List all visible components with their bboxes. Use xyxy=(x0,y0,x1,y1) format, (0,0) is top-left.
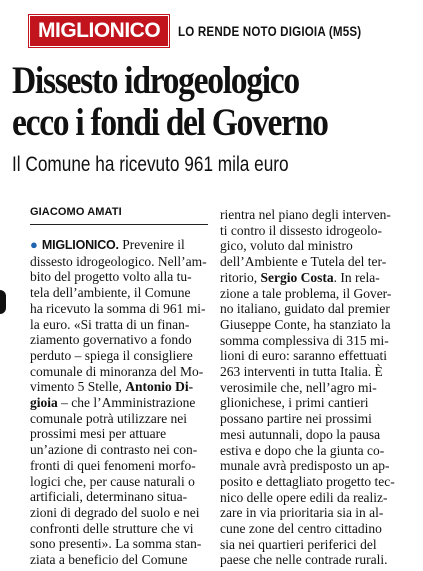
article-line: no italiano, guidato dal premier xyxy=(220,301,390,317)
article-line: dell’Ambiente e Tutela del ter- xyxy=(220,254,387,270)
article-line: zare in via prioritaria sia in al- xyxy=(220,505,384,521)
article-line: sono presenti». La somma stan- xyxy=(30,536,202,552)
article-line: Giuseppe Conte, ha stanziato la xyxy=(220,316,391,332)
article-line: bito del progetto volto alla tu- xyxy=(30,269,192,285)
kicker xyxy=(30,16,391,46)
headline xyxy=(12,60,417,144)
article-line: zioni di degrado del suolo e nei xyxy=(30,504,200,520)
article-line: rientra nel piano degli interven- xyxy=(220,207,391,222)
article-line: logici che, per cause naturali o xyxy=(30,473,195,489)
article-line: fronti di quei fenomeni morfo- xyxy=(30,457,196,473)
article-line: gioia – che l’Amministrazione xyxy=(30,395,196,411)
article-line: gico, voluto dal ministro xyxy=(220,238,353,254)
article-column-1 xyxy=(30,237,210,568)
article-line: comunale di minoranza del Mo- xyxy=(30,363,204,379)
article-line: ziata a beneficio del Comune xyxy=(30,552,188,568)
article-line: verosimile che, nell’agro mi- xyxy=(220,379,377,395)
article-column-2 xyxy=(220,207,413,568)
article-line: tela dell’ambiente, il Comune xyxy=(30,285,191,301)
article-line: comunale potrà utilizzare nei xyxy=(30,410,188,426)
bullet-icon: ● xyxy=(30,237,38,252)
article-line: la euro. «Si tratta di un finan- xyxy=(30,316,190,332)
headline-line-2: ecco i fondi del Governo xyxy=(12,101,328,144)
article-line: zione a tale problema, il Gover- xyxy=(220,285,392,301)
article-line: paese che nelle contrade rurali. xyxy=(220,552,388,568)
article-line: posito e dettagliato progetto tec- xyxy=(220,473,395,489)
kicker-text: LO RENDE NOTO DIGIOIA (M5S) xyxy=(178,23,362,39)
article-line: ti contro il dissesto idrogeolo- xyxy=(220,222,382,238)
article-line: ritorio, Sergio Costa. In rela- xyxy=(220,269,380,285)
article-line: prossimi mesi per attuare xyxy=(30,426,167,442)
article-line: possano partire nei prossimi xyxy=(220,411,372,427)
article-line: nico delle opere edili da realiz- xyxy=(220,489,388,505)
article-line: estiva e dopo che la giunta co- xyxy=(220,442,385,458)
article-line: perduto – spiega il consigliere xyxy=(30,347,193,363)
article-line: ● MIGLIONICO. Prevenire il xyxy=(30,237,185,252)
article-line: dissesto idrogeologico. Nell’am- xyxy=(30,253,207,269)
article-line: ha ricevuto la somma di 961 mi- xyxy=(30,300,206,316)
article-line: munale avrà predisposto un ap- xyxy=(220,458,390,474)
article-line: cune zone del centro cittadino xyxy=(220,521,382,537)
article-line: mesi autunnali, dopo la pausa xyxy=(220,426,381,442)
article-line: glionichese, i primi cantieri xyxy=(220,395,369,411)
article-line: somma complessiva di 315 mi- xyxy=(220,332,389,348)
article-line: artificiali, determinano situa- xyxy=(30,489,188,505)
article-line: un’azione di contrasto nei con- xyxy=(30,442,198,458)
subheadline: Il Comune ha ricevuto 961 mila euro xyxy=(12,153,289,176)
article-line: confronti delle strutture che vi xyxy=(30,520,194,536)
headline-line-1: Dissesto idrogeologico xyxy=(12,59,299,102)
page-edge-mark xyxy=(0,290,6,314)
location-tag: MIGLIONICO xyxy=(30,16,168,46)
byline: GIACOMO AMATI xyxy=(30,206,208,225)
article-line: vimento 5 Stelle, Antonio Di- xyxy=(30,379,194,395)
article-line: 263 interventi in tutta Italia. È xyxy=(220,364,383,380)
article-line: ziamento governativo a fondo xyxy=(30,332,192,348)
article-line: sia nei quartieri periferici del xyxy=(220,536,377,552)
article-line: lioni di euro: saranno effettuati xyxy=(220,348,387,364)
